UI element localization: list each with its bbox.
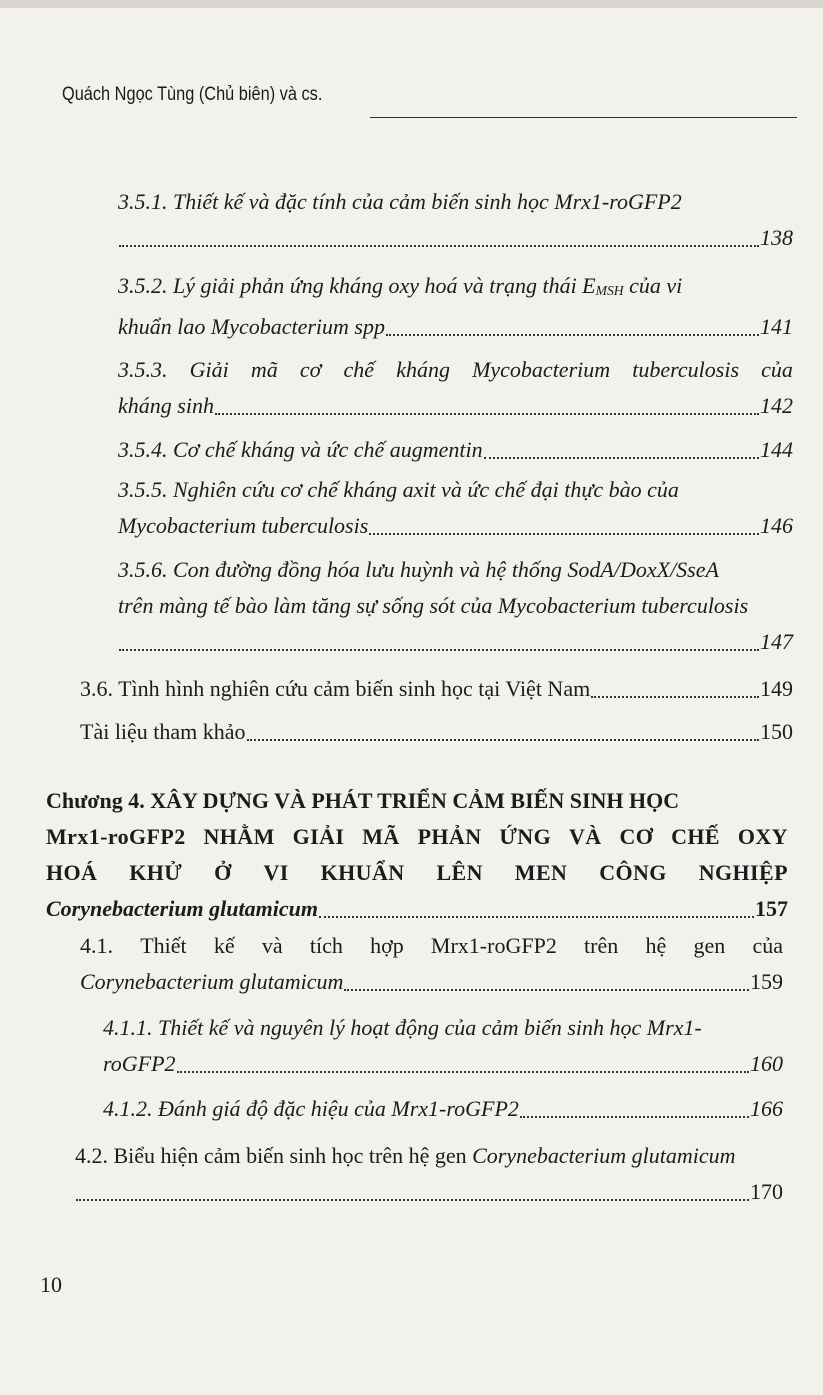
leader-dots [386,334,759,336]
word: OXY [737,824,788,849]
toc-entry-3-5-2[interactable] [118,268,793,345]
page-top-edge [0,0,823,8]
toc-entry-title: Tài liệu tham khảo [80,719,246,744]
leader-dots [344,989,749,991]
word: cơ [299,357,322,382]
toc-page-number: 146 [760,513,793,538]
toc-entry-3-5-6[interactable] [118,552,793,660]
toc-page-number: 144 [760,437,793,462]
word: VI [263,860,289,885]
toc-entry-line1: 4.1.1. Thiết kế và nguyên lý hoạt động của cảm biến sinh học Mrx1- [103,1015,702,1040]
word: kháng [396,357,450,382]
toc-entry-3-5-5[interactable] [118,472,793,544]
leader-dots [484,457,759,459]
chapter-title-line1: Chương 4. XÂY DỰNG VÀ PHÁT TRIỂN CẢM BIẾN SINH HỌC [46,788,680,813]
word: Ở [214,860,232,885]
chapter-title-line3 [46,855,788,891]
toc-entry-4-1-2[interactable] [103,1091,783,1127]
toc-entry-3-6[interactable] [80,671,793,707]
word: CHẾ [671,824,720,849]
toc-entry-line1 [80,928,783,964]
toc-entry-title: 3.5.4. Cơ chế kháng và ức chế augmentin [118,437,483,462]
word: VÀ [568,824,602,849]
toc-entry-title: 3.6. Tình hình nghiên cứu cảm biến sinh học tại Việt Nam [80,676,591,701]
word: MEN [514,860,568,885]
toc-entry-references[interactable] [80,714,793,750]
word: NHẰM [203,824,275,849]
leader-dots [247,739,759,741]
leader-dots [119,245,759,247]
toc-entry-line2: kháng sinh [118,393,214,418]
toc-entry-4-2[interactable] [75,1138,783,1210]
toc-entry-line1: 3.5.5. Nghiên cứu cơ chế kháng axit và ức chế đại thực bào của [118,477,679,502]
word: Mycobacterium [472,357,611,382]
toc-page-number: 149 [760,676,793,701]
word: của [752,933,783,958]
word: kế [213,933,235,958]
leader-dots [369,533,759,535]
word: Mrx1-roGFP2 [46,824,186,849]
word: 3.5.3. [118,357,168,382]
toc-entry-3-5-4[interactable] [118,432,793,468]
header-rule [370,117,797,118]
header-text: Quách Ngọc Tùng (Chủ biên) và cs. [62,84,323,105]
toc-entry-line2: roGFP2 [103,1051,176,1076]
word: chế [343,357,375,382]
word: gen [693,933,726,958]
toc-page-number: 157 [755,896,788,921]
word: hợp [370,933,404,958]
word: Giải [189,357,229,382]
leader-dots [319,916,754,918]
word: và [261,933,283,958]
word: HOÁ [46,860,98,885]
toc-page-number: 159 [750,969,783,994]
word: ỨNG [499,824,552,849]
word: Mrx1-roGFP2 [430,933,557,958]
word: KHỬ [129,860,183,885]
word: tích [309,933,343,958]
leader-dots [76,1199,749,1201]
word: NGHIỆP [698,860,788,885]
toc-page-number: 142 [760,393,793,418]
toc-page-number: 170 [750,1179,783,1204]
word: Thiết [140,933,187,958]
word: LÊN [436,860,483,885]
word: của [761,357,793,382]
word: trên [584,933,619,958]
toc-page-number: 160 [750,1051,783,1076]
leader-dots [215,413,759,415]
toc-page-number: 147 [760,629,793,654]
toc-entry-3-5-1[interactable] [118,184,793,256]
toc-entry-line1: 3.5.6. Con đường đồng hóa lưu huỳnh và hệ thống SodA/DoxX/SseA [118,557,719,582]
word: mã [250,357,278,382]
toc-page-number: 150 [760,719,793,744]
toc-entry-title: 3.5.1. Thiết kế và đặc tính của cảm biến sinh học Mrx1-roGFP2 [118,189,682,214]
word: CƠ [619,824,654,849]
word: hệ [645,933,667,958]
word: KHUẨN [320,860,405,885]
leader-dots [177,1071,749,1073]
toc-entry-4-1[interactable] [80,928,783,1000]
toc-page-number: 141 [760,314,793,340]
leader-dots [591,696,759,698]
toc-entry-line2: Corynebacterium glutamicum [80,969,344,994]
running-header [62,84,797,114]
toc-entry-4-1-1[interactable] [103,1010,783,1082]
leader-dots [520,1116,749,1118]
toc-entry-line2: khuẩn lao Mycobacterium spp [118,314,385,340]
chapter-title-line4: Corynebacterium glutamicum [46,896,318,921]
word: 4.1. [80,933,113,958]
toc-page-number: 138 [760,225,793,250]
toc-entry-title: 4.1.2. Đánh giá độ đặc hiệu của Mrx1-roGFP2 [103,1096,519,1121]
page-number: 10 [40,1272,62,1297]
toc-page-number: 166 [750,1096,783,1121]
word: CÔNG [599,860,667,885]
leader-dots [119,649,759,651]
toc-chapter-4[interactable] [46,783,788,927]
word: tuberculosis [632,357,739,382]
toc-entry-line1: 4.2. Biểu hiện cảm biến sinh học trên hệ gen Corynebacterium glutamicum [75,1143,736,1168]
word: MÃ [362,824,400,849]
toc-entry-line1: 3.5.2. Lý giải phản ứng kháng oxy hoá và trạng thái EMSH của vi [118,273,683,299]
word: PHẢN [417,824,482,849]
toc-entry-line2: Mycobacterium tuberculosis [118,513,369,538]
toc-entry-line2: trên màng tế bào làm tăng sự sống sót của Mycobacterium tuberculosis [118,593,749,618]
toc-entry-3-5-3[interactable] [118,352,793,424]
chapter-title-line2 [46,819,788,855]
toc-entry-line1 [118,352,793,388]
word: GIẢI [292,824,345,849]
